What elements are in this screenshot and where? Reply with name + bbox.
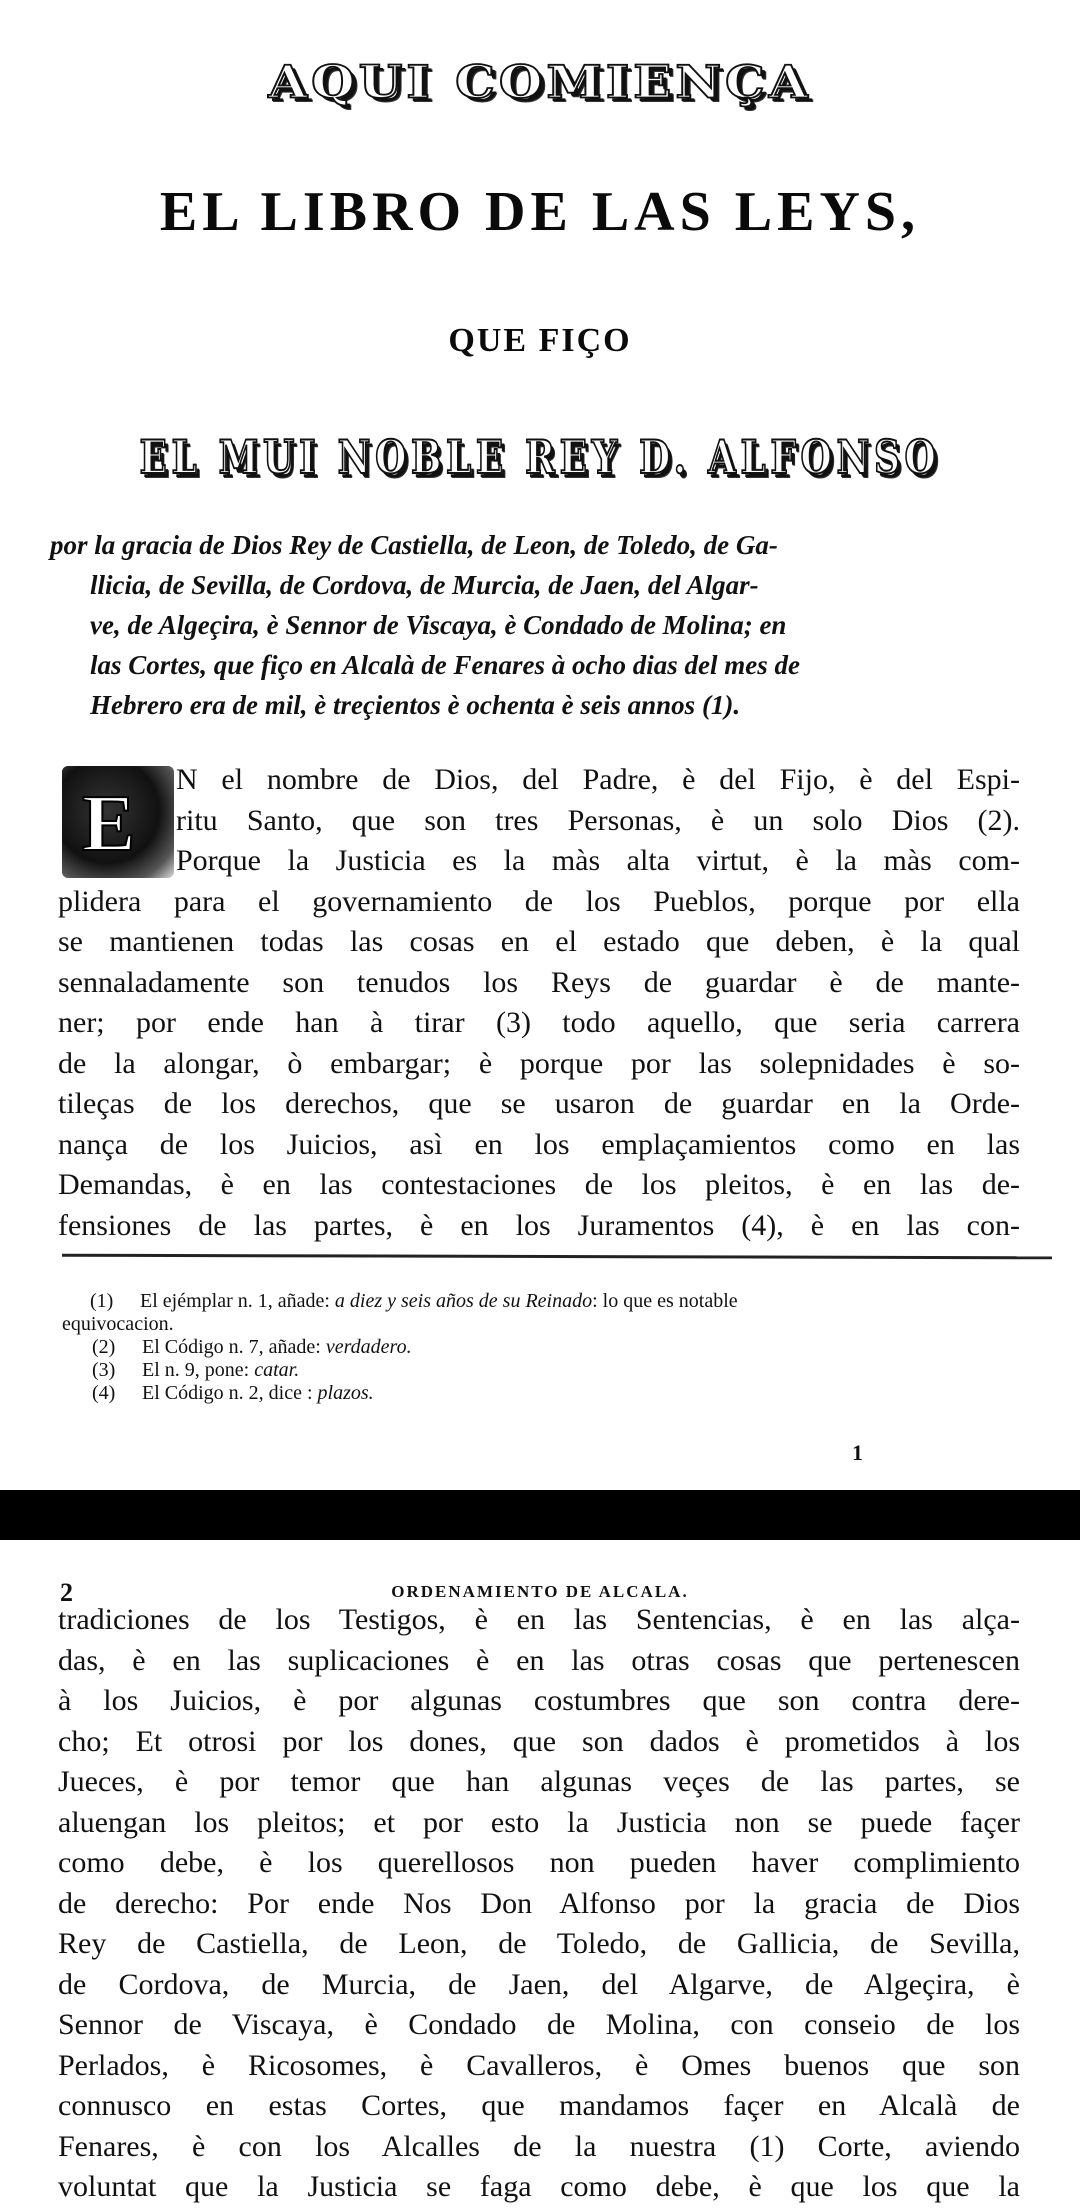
body-line: tileças de los derechos, que se usaron de guardar en la Orde- bbox=[58, 1087, 1020, 1120]
body-line: à los Juicios, è por algunas costumbres que son contra dere- bbox=[58, 1684, 1020, 1717]
body-line: cho; Et otrosi por los dones, que son dados è prometidos à los bbox=[58, 1724, 1020, 1758]
body-line: fensiones de las partes, è en los Juramentos (4), è en las con- bbox=[58, 1208, 1020, 1242]
footnote-number: (1) bbox=[90, 1290, 114, 1312]
page-number: 1 bbox=[852, 1440, 863, 1465]
footnote-number: (2) bbox=[92, 1336, 116, 1358]
footnote-number: (3) bbox=[92, 1359, 116, 1381]
heading-aqui-comienca: AQUI COMIENÇA bbox=[268, 54, 812, 109]
body-line: Perlados, è Ricosomes, è Cavalleros, è Omes buenos que son bbox=[58, 2048, 1020, 2082]
body-paragraph bbox=[58, 760, 1020, 1246]
footnote-3 bbox=[62, 1359, 1052, 1382]
intro-line: llicia, de Sevilla, de Cordova, de Murcia, de Jaen, del Algar- bbox=[90, 570, 759, 600]
body-line: aluengan los pleitos; et por esto la Justicia non se puede façer bbox=[58, 1805, 1020, 1839]
body-line: Fenares, è con los Alcalles de la nuestra (1) Corte, aviendo bbox=[58, 2129, 1020, 2163]
footnote-text: El Código n. 2, dice : bbox=[142, 1382, 318, 1404]
heading-que-fico: QUE FIÇO bbox=[448, 322, 632, 359]
dropcap-letter: E bbox=[82, 780, 136, 868]
body-line: das, è en las suplicaciones è en las otras cosas que pertenescen bbox=[58, 1643, 1020, 1677]
body-line: ner; por ende han à tirar (3) todo aquello, que seria carrera bbox=[58, 1006, 1020, 1039]
footnote-divider bbox=[62, 1254, 1052, 1260]
footnote-text: : lo que es notable bbox=[592, 1290, 738, 1312]
body-line: Rey de Castiella, de Leon, de Toledo, de Gallicia, de Sevilla, bbox=[58, 1927, 1020, 1960]
footnote-text: El n. 9, pone: bbox=[142, 1359, 255, 1381]
body-line: se mantienen todas las cosas en el estado que deben, è la qual bbox=[58, 925, 1020, 958]
body-line: connusco en estas Cortes, que mandamos façer en Alcalà de bbox=[58, 2089, 1020, 2122]
body-line: N el nombre de Dios, del Padre, è del Fijo, è del Espi- bbox=[176, 763, 1020, 796]
footnote-1 bbox=[62, 1290, 1052, 1313]
page-2-body bbox=[58, 1600, 1020, 2208]
body-line: Porque la Justicia es la màs alta virtut, è la màs com- bbox=[176, 844, 1020, 877]
intro-line: ve, de Algeçira, è Sennor de Viscaya, è Condado de Molina; en bbox=[90, 610, 787, 640]
body-line: Jueces, è por temor que han algunas veçes de las partes, se bbox=[58, 1765, 1020, 1798]
body-line: tradiciones de los Testigos, è en las Sentencias, è en las alça- bbox=[58, 1603, 1020, 1636]
intro-line: Hebrero era de mil, è treçientos è ochenta è seis annos (1). bbox=[90, 690, 741, 720]
body-line: Sennor de Viscaya, è Condado de Molina, con conseio de los bbox=[58, 2008, 1020, 2041]
body-line: nança de los Juicios, asì en los emplaçamientos como en las bbox=[58, 1127, 1020, 1161]
footnote-italic: a diez y seis años de su Reinado bbox=[334, 1290, 593, 1312]
footnote-text: El Código n. 7, añade: bbox=[142, 1336, 326, 1358]
page-number: 2 bbox=[60, 1578, 73, 1607]
body-line: Demandas, è en las contestaciones de los pleitos, è en las de- bbox=[58, 1168, 1020, 1201]
heading-rey-alfonso: EL MUI NOBLE REY D. ALFONSO bbox=[139, 430, 941, 484]
body-line: de Cordova, de Murcia, de Jaen, del Algarve, de Algeçira, è bbox=[58, 1967, 1020, 2001]
intro-line: las Cortes, que fiço en Alcalà de Fenares à ocho dias del mes de bbox=[90, 650, 800, 680]
body-line: como debe, è los querellosos non pueden haver complimiento bbox=[58, 1846, 1020, 1879]
page-separator bbox=[0, 1490, 1080, 1540]
body-line: plidera para el governamiento de los Pueblos, porque por ella bbox=[58, 884, 1020, 918]
intro-paragraph bbox=[50, 525, 1020, 725]
body-line: ritu Santo, que son tres Personas, è un solo Dios (2). bbox=[176, 803, 1020, 837]
footnote-italic: catar. bbox=[254, 1359, 300, 1381]
footnote-4 bbox=[62, 1382, 1052, 1405]
body-line: de la alongar, ò embargar; è porque por las solepnidades è so- bbox=[58, 1046, 1020, 1080]
footnote-2 bbox=[62, 1336, 1052, 1359]
body-line: de derecho: Por ende Nos Don Alfonso por la gracia de Dios bbox=[58, 1886, 1020, 1920]
intro-line: por la gracia de Dios Rey de Castiella, de Leon, de Toledo, de Ga- bbox=[50, 530, 778, 560]
running-head: ORDENAMIENTO DE ALCALA. bbox=[391, 1582, 689, 1601]
heading-libro-de-las-leys: EL LIBRO DE LAS LEYS, bbox=[159, 181, 921, 243]
footnote-text: El ejémplar n. 1, añade: bbox=[140, 1290, 335, 1312]
footnote-italic: verdadero. bbox=[325, 1336, 412, 1358]
footnote-1-continuation: equivocacion. bbox=[62, 1313, 174, 1335]
body-line: sennaladamente son tenudos los Reys de guardar è de mante- bbox=[58, 965, 1020, 999]
footnotes bbox=[62, 1290, 1052, 1405]
footnote-number: (4) bbox=[92, 1382, 116, 1404]
body-line: voluntat que la Justicia se faga como debe, è que los que la bbox=[58, 2170, 1020, 2203]
footnote-italic: plazos. bbox=[317, 1382, 374, 1404]
